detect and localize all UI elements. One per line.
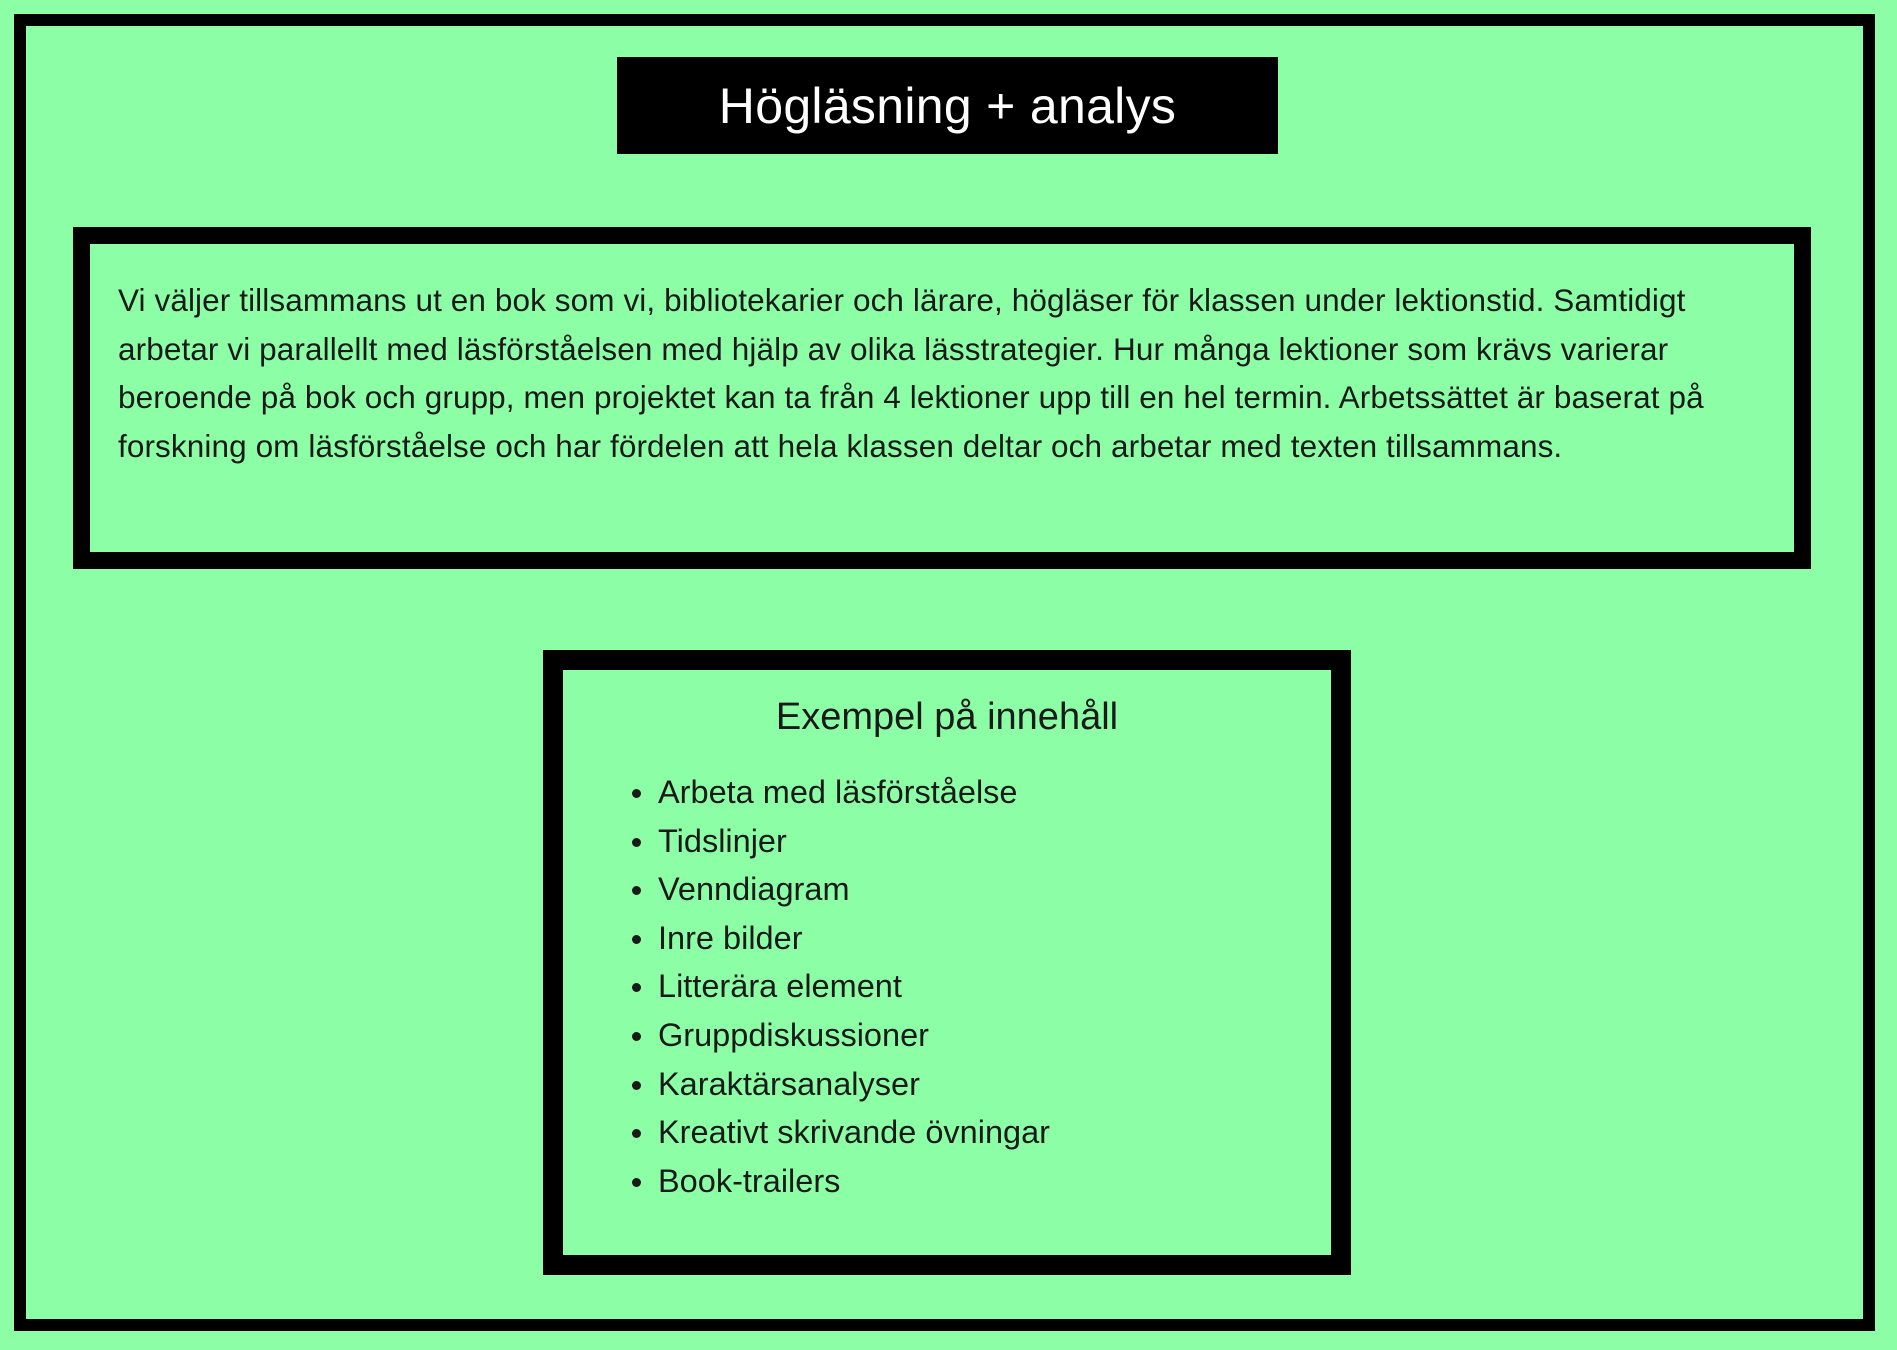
bullet-icon [632, 838, 641, 847]
bullet-icon [632, 1032, 641, 1041]
list-item [620, 768, 1050, 817]
content-list [620, 768, 1050, 1205]
bullet-icon [632, 789, 641, 798]
bullet-icon [632, 1081, 641, 1090]
list-item [620, 1060, 1050, 1109]
bullet-icon [632, 935, 641, 944]
list-item [620, 817, 1050, 866]
list-item [620, 1108, 1050, 1157]
list-item-label: Tidslinjer [658, 822, 787, 859]
list-item-label: Inre bilder [658, 919, 803, 956]
list-item-label: Arbeta med läsförståelse [658, 774, 1018, 810]
list-item [620, 1157, 1050, 1206]
list-item [620, 914, 1050, 963]
list-item-label: Venndiagram [658, 871, 850, 908]
list-item [620, 962, 1050, 1011]
list-item-label: Book-trailers [658, 1162, 841, 1199]
list-item [620, 865, 1050, 914]
bullet-icon [632, 983, 641, 992]
bullet-icon [632, 1178, 641, 1187]
list-item-label: Karaktärsanalyser [658, 1065, 920, 1102]
page-title: Högläsning + analys [718, 77, 1177, 134]
content-heading: Exempel på innehåll [775, 696, 1119, 738]
title-banner [617, 57, 1278, 154]
list-item-label: Litterära element [658, 968, 902, 1005]
intro-text: Vi väljer tillsammans ut en bok som vi, bibliotekarier och lärare, högläser för klassen under lektionstid. Samtidigt arbetar vi parallellt med läsförståelsen med hjälp av olika lässtrategier. Hur många lektioner som krävs varierar beroende på bok och grupp, men projektet kan ta från 4 lektioner upp till en hel termin. Arbetssättet är baserat på forskning om läsförståelse och har fördelen att hela klassen deltar och arbetar med texten tillsammans. [118, 282, 1704, 464]
list-item-label: Kreativt skrivande övningar [658, 1114, 1050, 1151]
bullet-icon [632, 886, 641, 895]
list-item-label: Gruppdiskussioner [658, 1016, 929, 1053]
bullet-icon [632, 1129, 641, 1138]
list-item [620, 1011, 1050, 1060]
